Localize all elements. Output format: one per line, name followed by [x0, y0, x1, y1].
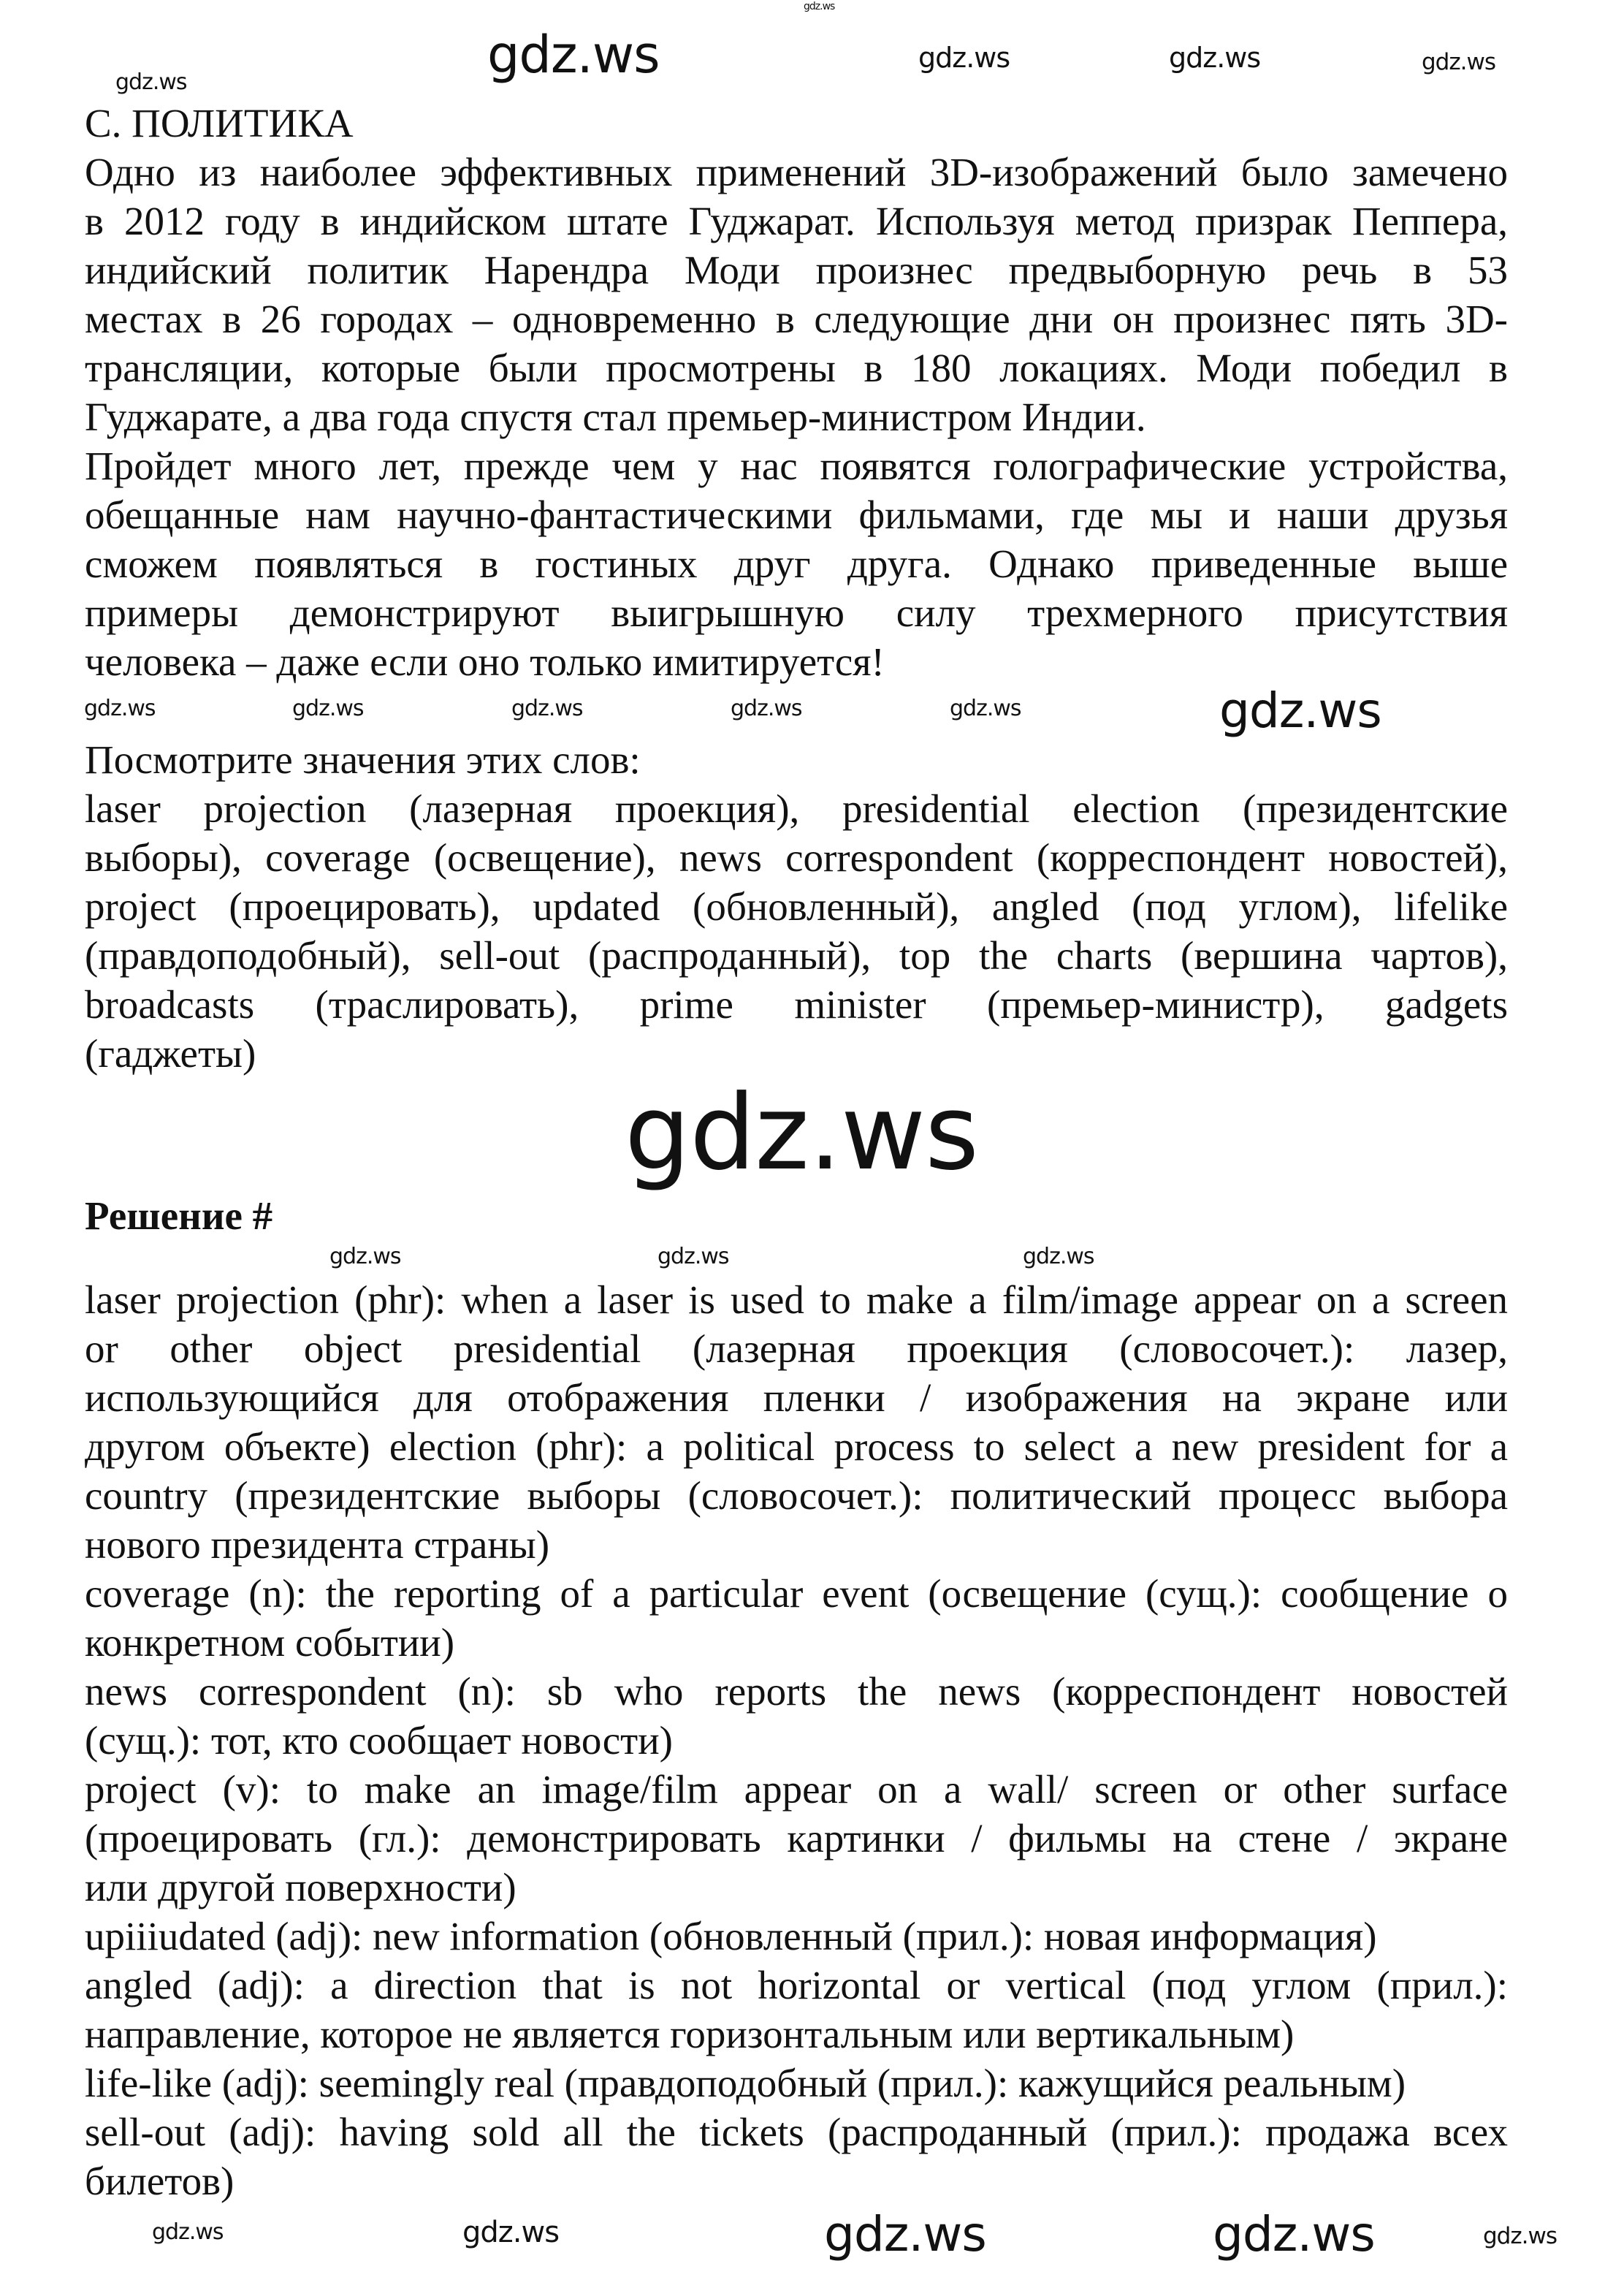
text-line: человека – даже если оно только имитируется! [85, 639, 885, 684]
solution-line: news correspondent (n): sb who reports the news (корреспондент новостей [85, 1669, 1508, 1714]
solution-line: project (v): to make an image/film appear on a wall/ screen or other surface [85, 1767, 1508, 1812]
watermark: gdz.ws [1169, 42, 1261, 74]
watermark: gdz.ws [1023, 1244, 1094, 1269]
watermark: gdz.ws [487, 25, 660, 85]
solution-line: (проецировать (гл.): демонстрировать картинки / фильмы на стене / экране [85, 1816, 1508, 1861]
solution-line: coverage (n): the reporting of a particular event (освещение (сущ.): сообщение о [85, 1571, 1508, 1616]
section-title-text: С. ПОЛИТИКА [85, 101, 354, 145]
watermark: gdz.ws [918, 42, 1010, 74]
solution-line: or other object presidential (лазерная проекция (словосочет.): лазер, [85, 1326, 1508, 1371]
solution-line: направление, которое не является горизонтальным или вертикальным) [85, 2012, 1295, 2056]
solution-line: laser projection (phr): when a laser is used to make a film/image appear on a screen [85, 1277, 1508, 1322]
section-title [85, 99, 1508, 148]
solution-text [85, 1275, 1508, 2205]
watermark: gdz.ws [329, 1244, 401, 1269]
solution-line: билетов) [85, 2159, 235, 2203]
solution-line: нового президента страны) [85, 1522, 550, 1567]
solution-line: конкретном событии) [85, 1620, 455, 1665]
watermark: gdz.ws [625, 1073, 979, 1193]
text-line: сможем появляться в гостиных друг друга. Однако приведенные выше [85, 541, 1508, 586]
watermark: gdz.ws [657, 1244, 729, 1269]
text-line: трансляции, которые были просмотрены в 180 локациях. Моди победил в [85, 346, 1508, 390]
watermark: gdz.ws [1219, 683, 1381, 739]
solution-heading-text: Решение # [85, 1193, 273, 1238]
watermark: gdz.ws [1422, 49, 1495, 75]
text-line: Одно из наиболее эффективных применений 3D-изображений было замечено [85, 150, 1508, 194]
solution-heading [85, 1191, 1508, 1240]
watermark: gdz.ws [1213, 2206, 1375, 2262]
text-line: в 2012 году в индийском штате Гуджарат. Используя метод призрак Пеппера, [85, 199, 1508, 243]
text-line: обещанные нам научно-фантастическими фильмами, где мы и наши друзья [85, 493, 1508, 537]
watermark: gdz.ws [950, 696, 1021, 721]
watermark: gdz.ws [462, 2216, 560, 2249]
solution-line: (сущ.): тот, кто сообщает новости) [85, 1718, 673, 1763]
solution-line: country (президентские выборы (словосочет.): политический процесс выбора [85, 1473, 1508, 1518]
article-text [85, 148, 1508, 1078]
solution-line: life-like (adj): seemingly real (правдоподобный (прил.): кажущийся реальным) [85, 2061, 1406, 2105]
watermark: gdz.ws [84, 696, 156, 721]
vocab-line: broadcasts (траслировать), prime minister (премьер-министр), gadgets [85, 982, 1508, 1027]
solution-line: использующийся для отображения пленки / изображения на экране или [85, 1375, 1508, 1420]
vocab-line: project (проецировать), updated (обновленный), angled (под углом), lifelike [85, 884, 1508, 929]
vocab-line: выборы), coverage (освещение), news correspondent (корреспондент новостей), [85, 835, 1508, 880]
solution-line: другом объекте) election (phr): a political process to select a new president for a [85, 1424, 1508, 1469]
vocab-intro: Посмотрите значения этих слов: [85, 737, 641, 782]
text-line: индийский политик Нарендра Моди произнес предвыборную речь в 53 [85, 248, 1508, 292]
watermark: gdz.ws [804, 1, 835, 12]
text-line: Пройдет много лет, прежде чем у нас появятся голографические устройства, [85, 444, 1508, 488]
solution-line: sell-out (adj): having sold all the tickets (распроданный (прил.): продажа всех [85, 2110, 1508, 2154]
watermark: gdz.ws [511, 696, 583, 721]
vocab-line: (гаджеты) [85, 1031, 256, 1076]
text-line: Гуджарате, а два года спустя стал премьер-министром Индии. [85, 395, 1146, 439]
solution-line: upiiiudated (adj): new information (обновленный (прил.): новая информация) [85, 1914, 1377, 1958]
watermark: gdz.ws [1483, 2223, 1557, 2249]
solution-line: angled (adj): a direction that is not horizontal or vertical (под углом (прил.): [85, 1963, 1508, 2007]
watermark: gdz.ws [824, 2206, 986, 2262]
watermark: gdz.ws [731, 696, 802, 721]
text-line: местах в 26 городах – одновременно в следующие дни он произнес пять 3D- [85, 297, 1508, 341]
solution-line: или другой поверхности) [85, 1865, 516, 1909]
vocab-line: laser projection (лазерная проекция), presidential election (президентские [85, 786, 1508, 831]
text-line: примеры демонстрируют выигрышную силу трехмерного присутствия [85, 590, 1508, 635]
watermark: gdz.ws [115, 69, 187, 95]
watermark: gdz.ws [292, 696, 364, 721]
vocab-line: (правдоподобный), sell-out (распроданный), top the charts (вершина чартов), [85, 933, 1508, 978]
watermark: gdz.ws [152, 2219, 224, 2245]
